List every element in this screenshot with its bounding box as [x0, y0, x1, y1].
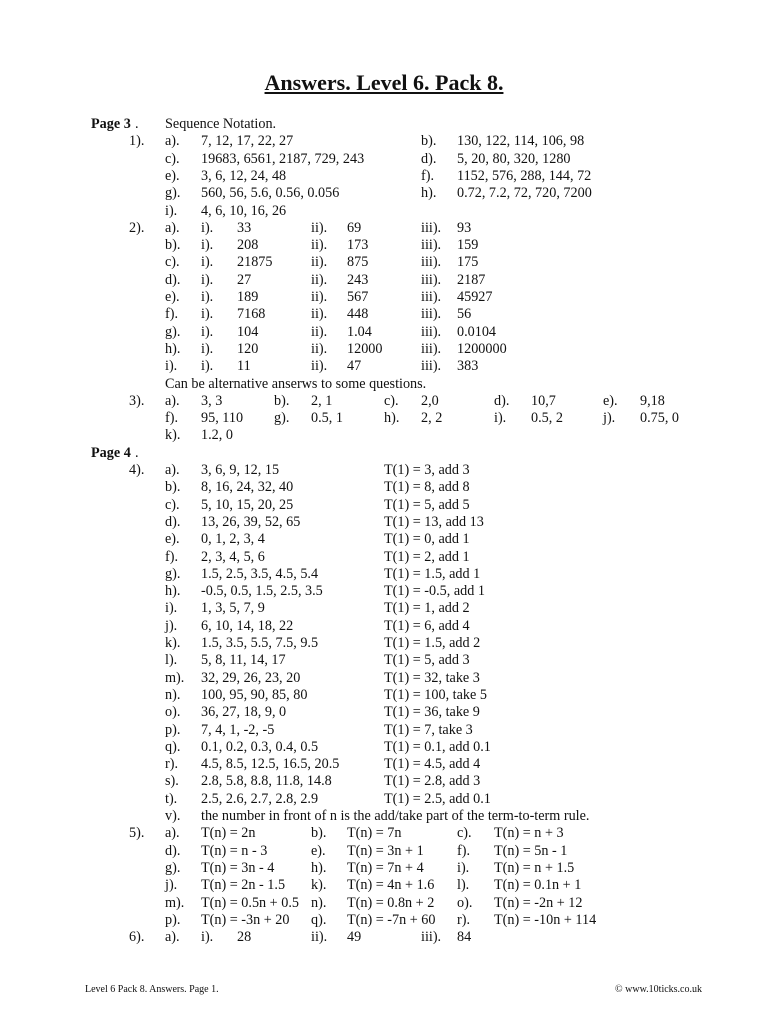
nth-term-answer: T(n) = 7n — [347, 825, 402, 842]
answer-ii: 47 — [347, 358, 362, 375]
term-rule: T(1) = 32, take 3 — [384, 669, 480, 686]
answer-ii: 12000 — [347, 340, 383, 357]
q2-row — [0, 220, 768, 237]
q4-row — [0, 652, 768, 669]
sequence-answer: 0.1, 0.2, 0.3, 0.4, 0.5 — [201, 738, 319, 755]
q4-row — [0, 531, 768, 548]
sequence-answer: 130, 122, 114, 106, 98 — [457, 133, 585, 150]
q4-note-text: the number in front of n is the add/take part of the term-to-term rule. — [201, 808, 590, 824]
subpart-label: i). — [201, 306, 214, 323]
sequence-answer: 2, 3, 4, 5, 6 — [201, 548, 265, 565]
term-rule: T(1) = 5, add 3 — [384, 652, 470, 669]
part-label: d). — [421, 150, 437, 167]
sequence-answer: 6, 10, 14, 18, 22 — [201, 617, 294, 634]
sequence-answer: 1, 3, 5, 7, 9 — [201, 600, 265, 617]
nth-term-answer: T(n) = 2n — [201, 825, 256, 842]
nth-term-answer: T(n) = n - 3 — [201, 842, 268, 859]
q1-row — [0, 203, 768, 220]
q4-row — [0, 549, 768, 566]
part-label: k). — [165, 427, 181, 444]
q3-row — [0, 427, 768, 444]
nth-term-answer: T(n) = 4n + 1.6 — [347, 877, 435, 894]
nth-term-answer: T(n) = 5n - 1 — [494, 842, 568, 859]
nth-term-answer: T(n) = n + 3 — [494, 825, 564, 842]
subpart-label: ii). — [311, 929, 328, 946]
coordinate-answer: 9,18 — [640, 392, 665, 409]
term-rule: T(1) = 3, add 3 — [384, 462, 470, 478]
q5-row — [0, 860, 768, 877]
sequence-answer: 8, 16, 24, 32, 40 — [201, 479, 294, 496]
subpart-label: i). — [201, 323, 214, 340]
part-label: h). — [165, 340, 181, 357]
coordinate-answer: 2,0 — [421, 392, 439, 409]
part-label: d). — [165, 271, 181, 288]
q4-row — [0, 722, 768, 739]
page-title: Answers. Level 6. Pack 8. — [264, 70, 504, 95]
part-label: e). — [165, 167, 180, 184]
q4-row — [0, 635, 768, 652]
sequence-answer: 2.5, 2.6, 2.7, 2.8, 2.9 — [201, 790, 319, 807]
part-label: g). — [165, 323, 181, 340]
subpart-label: iii). — [421, 358, 442, 375]
term-rule: T(1) = 0, add 1 — [384, 531, 470, 548]
subpart-label: ii). — [311, 323, 328, 340]
part-label: a). — [165, 929, 180, 946]
coordinate-answer: 2, 1 — [311, 392, 333, 409]
part-label: o). — [457, 894, 473, 911]
part-label: b). — [165, 479, 181, 496]
sequence-answer: 13, 26, 39, 52, 65 — [201, 513, 301, 530]
answer-iii: 383 — [457, 358, 479, 375]
part-label: n). — [311, 894, 327, 911]
subpart-label: ii). — [311, 271, 328, 288]
term-rule: T(1) = 13, add 13 — [384, 513, 484, 530]
q4-row — [0, 687, 768, 704]
subpart-label: iii). — [421, 271, 442, 288]
answer-iii: 1200000 — [457, 340, 507, 357]
answer-iii: 175 — [457, 254, 479, 271]
q3-number: 3). — [129, 392, 145, 409]
nth-term-answer: T(n) = -3n + 20 — [201, 911, 290, 928]
q5-number: 5). — [129, 825, 145, 842]
subpart-label: iii). — [421, 237, 442, 254]
part-label: e). — [165, 289, 180, 305]
term-rule: T(1) = 36, take 9 — [384, 704, 480, 721]
q2-row — [0, 254, 768, 271]
term-rule: T(1) = 2.5, add 0.1 — [384, 790, 491, 807]
subpart-label: iii). — [421, 323, 442, 340]
sequence-answer: 7, 12, 17, 22, 27 — [201, 133, 294, 150]
part-label: n). — [165, 686, 181, 703]
answer-ii: 49 — [347, 929, 362, 946]
part-label: a). — [165, 825, 180, 842]
part-label: v). — [165, 808, 181, 824]
coordinate-answer: 0.5, 2 — [531, 410, 563, 427]
q2-note-text: Can be alternative anserws to some questions. — [165, 375, 427, 392]
part-label: b). — [165, 237, 181, 254]
part-label: j). — [603, 410, 616, 427]
part-label: e). — [603, 392, 618, 409]
coordinate-answer: 95, 110 — [201, 410, 244, 427]
q4-row — [0, 583, 768, 600]
q5-row — [0, 895, 768, 912]
answer-i: 33 — [237, 219, 252, 236]
part-label: f). — [165, 548, 178, 565]
q2-row — [0, 324, 768, 341]
topic-title: Sequence Notation. — [165, 116, 277, 132]
q4-row — [0, 773, 768, 790]
sequence-answer: 3, 6, 12, 24, 48 — [201, 167, 287, 184]
q4-row — [0, 497, 768, 514]
part-label: t). — [165, 790, 178, 807]
nth-term-answer: T(n) = 3n + 1 — [347, 842, 424, 859]
answer-i: 208 — [237, 237, 259, 254]
answer-i: 27 — [237, 271, 252, 288]
part-label: i). — [165, 600, 178, 617]
part-label: q). — [311, 911, 327, 928]
part-label: i). — [165, 202, 178, 219]
q3-row — [0, 410, 768, 427]
part-label: c). — [165, 150, 180, 167]
sequence-answer: 5, 20, 80, 320, 1280 — [457, 150, 571, 167]
q1-row — [0, 133, 768, 150]
part-label: a). — [165, 392, 180, 409]
page-4-label-dot: . — [135, 444, 139, 461]
q1-row — [0, 168, 768, 185]
coordinate-answer: 2, 2 — [421, 410, 443, 427]
q3-row — [0, 393, 768, 410]
term-rule: T(1) = 7, take 3 — [384, 721, 473, 738]
part-label: k). — [311, 877, 327, 894]
sequence-answer: 4.5, 8.5, 12.5, 16.5, 20.5 — [201, 756, 340, 773]
answer-ii: 1.04 — [347, 323, 372, 340]
sequence-answer: 0.72, 7.2, 72, 720, 7200 — [457, 185, 592, 202]
answer-ii: 567 — [347, 289, 369, 305]
part-label: m). — [165, 894, 185, 911]
sequence-answer: 7, 4, 1, -2, -5 — [201, 721, 275, 738]
subpart-label: ii). — [311, 340, 328, 357]
q5-row — [0, 877, 768, 894]
sequence-answer: 560, 56, 5.6, 0.56, 0.056 — [201, 185, 340, 202]
q4-row — [0, 739, 768, 756]
sequence-answer: 5, 10, 15, 20, 25 — [201, 496, 294, 513]
sequence-answer: 36, 27, 18, 9, 0 — [201, 704, 287, 721]
answer-i: 21875 — [237, 254, 273, 271]
term-rule: T(1) = -0.5, add 1 — [384, 583, 485, 600]
part-label: h). — [421, 185, 437, 202]
q6-number: 6). — [129, 929, 145, 946]
q2-row — [0, 289, 768, 306]
part-label: c). — [384, 392, 399, 409]
q1-row — [0, 185, 768, 202]
page-4-label: Page 4 — [91, 444, 131, 461]
answer-iii: 0.0104 — [457, 323, 497, 340]
subpart-label: iii). — [421, 929, 442, 946]
part-label: l). — [165, 652, 178, 669]
coordinate-answer: 0.5, 1 — [311, 410, 343, 427]
part-label: r). — [165, 756, 178, 773]
answer-i: 189 — [237, 289, 259, 305]
part-label: d). — [494, 392, 510, 409]
answer-ii: 448 — [347, 306, 369, 323]
subpart-label: iii). — [421, 219, 442, 236]
q4-row — [0, 462, 768, 479]
part-label: c). — [165, 496, 180, 513]
answer-iii: 84 — [457, 929, 472, 946]
q4-note — [0, 808, 768, 825]
part-label: h). — [165, 583, 181, 600]
q1-number: 1). — [129, 133, 145, 150]
footer-left: Level 6 Pack 8. Answers. Page 1. — [85, 984, 219, 995]
subpart-label: i). — [201, 289, 214, 305]
q2-number: 2). — [129, 219, 145, 236]
subpart-label: iii). — [421, 289, 442, 305]
part-label: c). — [457, 825, 472, 842]
part-label: f). — [165, 410, 178, 427]
part-label: o). — [165, 704, 181, 721]
q2-row — [0, 237, 768, 254]
answer-ii: 875 — [347, 254, 369, 271]
term-rule: T(1) = 2, add 1 — [384, 548, 470, 565]
sequence-answer: -0.5, 0.5, 1.5, 2.5, 3.5 — [201, 583, 323, 600]
nth-term-answer: T(n) = -2n + 12 — [494, 894, 583, 911]
page-3-label: Page 3 — [91, 116, 131, 132]
subpart-label: i). — [201, 219, 214, 236]
part-label: m). — [165, 669, 185, 686]
q4-row — [0, 514, 768, 531]
q5-row — [0, 912, 768, 929]
subpart-label: iii). — [421, 340, 442, 357]
coordinate-answer: 10,7 — [531, 392, 556, 409]
subpart-label: iii). — [421, 254, 442, 271]
term-rule: T(1) = 1.5, add 2 — [384, 635, 481, 651]
page-4-heading — [0, 445, 768, 462]
subpart-label: ii). — [311, 306, 328, 323]
answer-i: 28 — [237, 929, 252, 946]
answer-i: 104 — [237, 323, 259, 340]
part-label: f). — [421, 167, 434, 184]
subpart-label: ii). — [311, 254, 328, 271]
coordinate-answer: 3, 3 — [201, 392, 223, 409]
subpart-label: i). — [201, 340, 214, 357]
term-rule: T(1) = 8, add 8 — [384, 479, 470, 496]
answer-i: 7168 — [237, 306, 266, 323]
part-label: g). — [165, 565, 181, 582]
part-label: a). — [165, 133, 180, 150]
q2-row — [0, 341, 768, 358]
nth-term-answer: T(n) = 7n + 4 — [347, 859, 424, 876]
part-label: b). — [311, 825, 327, 842]
part-label: f). — [457, 842, 470, 859]
part-label: p). — [165, 721, 181, 738]
sequence-answer: 4, 6, 10, 16, 26 — [201, 202, 287, 219]
sequence-answer: 100, 95, 90, 85, 80 — [201, 686, 308, 703]
part-label: g). — [165, 859, 181, 876]
subpart-label: iii). — [421, 306, 442, 323]
q1-row — [0, 151, 768, 168]
answer-iii: 45927 — [457, 289, 493, 305]
part-label: j). — [165, 617, 178, 634]
part-label: b). — [274, 392, 290, 409]
part-label: e). — [165, 531, 180, 548]
part-label: k). — [165, 635, 181, 651]
term-rule: T(1) = 2.8, add 3 — [384, 773, 481, 790]
q4-row — [0, 756, 768, 773]
part-label: f). — [165, 306, 178, 323]
term-rule: T(1) = 5, add 5 — [384, 496, 470, 513]
subpart-label: i). — [201, 237, 214, 254]
part-label: s). — [165, 773, 179, 790]
sequence-answer: 2.8, 5.8, 8.8, 11.8, 14.8 — [201, 773, 332, 790]
page-3-label-dot: . — [135, 116, 139, 132]
answer-i: 11 — [237, 358, 251, 375]
q5-row — [0, 843, 768, 860]
answer-iii: 56 — [457, 306, 472, 323]
sequence-answer: 1152, 576, 288, 144, 72 — [457, 167, 592, 184]
answer-ii: 69 — [347, 219, 362, 236]
q2-row — [0, 358, 768, 375]
answer-iii: 93 — [457, 219, 472, 236]
part-label: l). — [457, 877, 470, 894]
sequence-answer: 1.5, 2.5, 3.5, 4.5, 5.4 — [201, 565, 319, 582]
sequence-answer: 19683, 6561, 2187, 729, 243 — [201, 150, 365, 167]
part-label: g). — [274, 410, 290, 427]
q6-row — [0, 929, 768, 946]
part-label: d). — [165, 513, 181, 530]
coordinate-answer: 0.75, 0 — [640, 410, 680, 427]
term-rule: T(1) = 1, add 2 — [384, 600, 470, 617]
subpart-label: ii). — [311, 358, 328, 375]
subpart-label: i). — [201, 929, 214, 946]
part-label: q). — [165, 738, 181, 755]
page-3-heading — [0, 116, 768, 133]
q4-row — [0, 600, 768, 617]
q4-number: 4). — [129, 462, 145, 478]
q4-row — [0, 618, 768, 635]
q2-row — [0, 272, 768, 289]
q5-row — [0, 825, 768, 842]
part-label: a). — [165, 462, 180, 478]
subpart-label: i). — [201, 254, 214, 271]
sequence-answer: 0, 1, 2, 3, 4 — [201, 531, 265, 548]
part-label: j). — [165, 877, 178, 894]
part-label: i). — [494, 410, 507, 427]
q4-row — [0, 791, 768, 808]
sequence-answer: 32, 29, 26, 23, 20 — [201, 669, 301, 686]
nth-term-answer: T(n) = 2n - 1.5 — [201, 877, 286, 894]
q4-row — [0, 566, 768, 583]
part-label: c). — [165, 254, 180, 271]
part-label: i). — [457, 859, 470, 876]
part-label: p). — [165, 911, 181, 928]
answer-i: 120 — [237, 340, 259, 357]
term-rule: T(1) = 0.1, add 0.1 — [384, 738, 491, 755]
part-label: i). — [165, 358, 178, 375]
q4-row — [0, 670, 768, 687]
term-rule: T(1) = 6, add 4 — [384, 617, 470, 634]
q4-row — [0, 479, 768, 496]
subpart-label: ii). — [311, 237, 328, 254]
footer-copyright: © www.10ticks.co.uk — [615, 984, 702, 995]
subpart-label: ii). — [311, 289, 328, 305]
sequence-answer: 3, 6, 9, 12, 15 — [201, 462, 280, 478]
nth-term-answer: T(n) = -10n + 114 — [494, 911, 597, 928]
coordinate-answer: 1.2, 0 — [201, 427, 233, 444]
nth-term-answer: T(n) = 3n - 4 — [201, 859, 275, 876]
nth-term-answer: T(n) = 0.8n + 2 — [347, 894, 435, 911]
sequence-answer: 5, 8, 11, 14, 17 — [201, 652, 286, 669]
answer-ii: 243 — [347, 271, 369, 288]
term-rule: T(1) = 1.5, add 1 — [384, 565, 481, 582]
part-label: r). — [457, 911, 470, 928]
subpart-label: i). — [201, 271, 214, 288]
answer-iii: 2187 — [457, 271, 486, 288]
answer-iii: 159 — [457, 237, 479, 254]
nth-term-answer: T(n) = 0.1n + 1 — [494, 877, 582, 894]
subpart-label: i). — [201, 358, 214, 375]
q4-row — [0, 704, 768, 721]
subpart-label: ii). — [311, 219, 328, 236]
nth-term-answer: T(n) = 0.5n + 0.5 — [201, 894, 299, 911]
part-label: h). — [311, 859, 327, 876]
part-label: e). — [311, 842, 326, 859]
nth-term-answer: T(n) = n + 1.5 — [494, 859, 575, 876]
nth-term-answer: T(n) = -7n + 60 — [347, 911, 436, 928]
term-rule: T(1) = 100, take 5 — [384, 686, 487, 703]
part-label: b). — [421, 133, 437, 150]
part-label: a). — [165, 219, 180, 236]
sequence-answer: 1.5, 3.5, 5.5, 7.5, 9.5 — [201, 635, 319, 651]
term-rule: T(1) = 4.5, add 4 — [384, 756, 481, 773]
part-label: h). — [384, 410, 400, 427]
q2-row — [0, 306, 768, 323]
q2-note — [0, 376, 768, 393]
answer-ii: 173 — [347, 237, 369, 254]
part-label: d). — [165, 842, 181, 859]
part-label: g). — [165, 185, 181, 202]
